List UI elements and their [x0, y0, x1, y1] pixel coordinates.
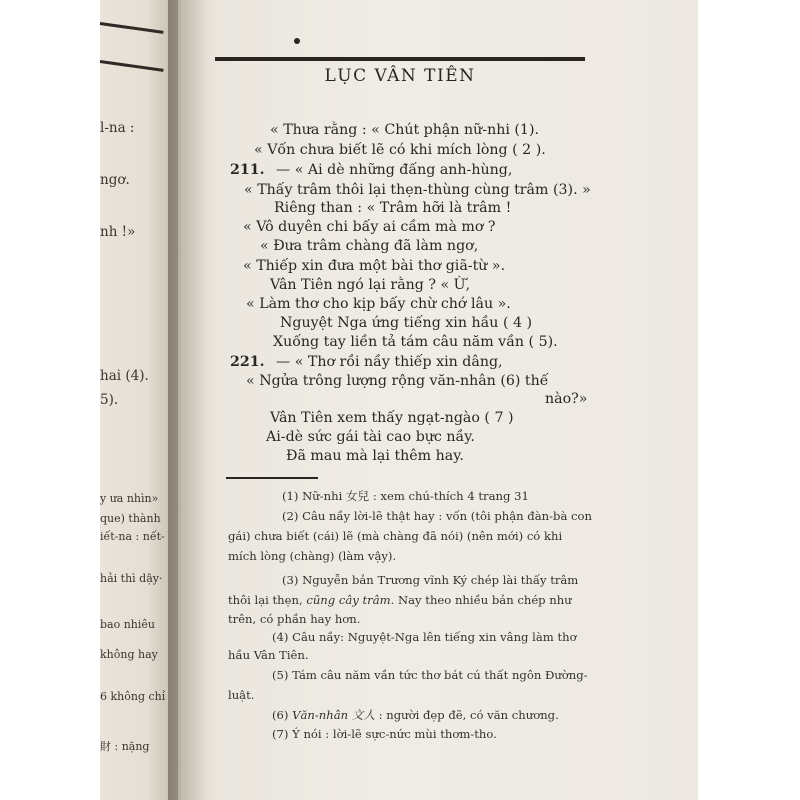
left-page-fragment: không hay: [100, 648, 158, 661]
footnote-continuation: mích lòng (chàng) (làm vậy).: [228, 549, 397, 563]
verse-line: « Thiếp xin đưa một bài thơ giã-từ ».: [243, 258, 506, 274]
footnote: (3) Nguyễn bản Trương vĩnh Ký chép lài thấy trâm: [282, 573, 579, 587]
verse-line: « Vô duyên chi bấy ai cầm mà mơ ?: [243, 219, 496, 235]
footnote-continuation: luật.: [228, 688, 255, 702]
footnote-continuation: gái) chưa biết (cái) lẽ (mà chàng đã nói) (nên mới) có khi: [228, 529, 563, 543]
verse-line: — « Thơ rồi nầy thiếp xin dâng,: [276, 354, 503, 370]
verse-line: Xuống tay liền tả tám câu năm vần ( 5).: [273, 334, 558, 350]
footnote: [272, 707, 559, 723]
verse-line: Vân Tiên ngó lại rằng ? « Ừ,: [270, 277, 471, 293]
left-page-fragment: bao nhiêu: [100, 618, 155, 631]
left-page-fragment: que) thành: [100, 512, 161, 525]
verse-line: « Thưa rằng : « Chút phận nữ-nhi (1).: [270, 122, 540, 138]
left-page-fragment: 6 không chỉ: [100, 690, 166, 703]
verse-line: — « Ai dè những đấng anh-hùng,: [276, 162, 513, 178]
verse-number: 211.: [230, 162, 265, 178]
left-page-fragment: hải thì dậy·: [100, 572, 163, 585]
footnote-text: Nay theo nhiều bản chép như: [394, 593, 572, 607]
left-page-fragment: ngơ.: [100, 172, 130, 188]
verse-line: « Làm thơ cho kịp bấy chừ chớ lâu ».: [246, 296, 511, 312]
left-page-fragment: l-na :: [100, 120, 135, 136]
ink-dot: [294, 38, 300, 44]
left-page-fragment: y ưa nhìn»: [100, 492, 159, 505]
verse-line: nào?»: [545, 391, 588, 407]
left-page-fragment: hai (4).: [100, 368, 149, 384]
footnote: (1) Nữ-nhi 女兒 : xem chú-thích 4 trang 31: [282, 489, 529, 503]
footnote-continuation: [228, 593, 572, 607]
left-page-fragment: 財 : nặng: [100, 740, 150, 753]
page-header-title: LỤC VÂN TIÊN: [324, 66, 476, 86]
footnote-rule: [226, 477, 318, 479]
verse-line: « Thấy trâm thôi lại thẹn-thùng cùng trâm (3). »: [244, 182, 591, 198]
verse-line: « Ngửa trông lượng rộng văn-nhân (6) thế: [246, 373, 549, 389]
left-page-rule: [100, 60, 164, 72]
page-gutter-shadow: [168, 0, 208, 800]
verse-number: 221.: [230, 354, 265, 370]
verse-line: « Đưa trâm chàng đã làm ngơ,: [260, 238, 479, 254]
footnote-text: (6): [272, 708, 293, 722]
footnote: (4) Câu nầy: Nguyệt-Nga lên tiếng xin vâng làm thơ: [272, 630, 577, 644]
footnote-continuation: trên, có phần hay hơn.: [228, 612, 361, 626]
header-rule: [215, 57, 585, 61]
left-facing-page: [100, 0, 178, 800]
footnote-italic-text: cũng cây trâm.: [306, 593, 395, 607]
footnote-text: thôi lại thẹn,: [228, 593, 307, 607]
footnote-italic-text: Văn-nhân 文人: [292, 708, 375, 722]
verse-line: Ai-dè sức gái tài cao bực nầy.: [266, 429, 475, 445]
left-page-fragment: 5).: [100, 392, 119, 408]
footnote: (5) Tám câu năm vần tức thơ bát cú thất ngôn Đường-: [272, 668, 588, 682]
verse-line: Đã mau mà lại thêm hay.: [286, 448, 464, 464]
footnote-continuation: hầu Vân Tiên.: [228, 648, 309, 662]
footnote: (7) Ý nói : lời-lẽ sực-nức mùi thơm-tho.: [272, 727, 497, 741]
left-page-fragment: iết-na : nết-: [100, 530, 165, 543]
verse-line: « Vốn chưa biết lẽ có khi mích lòng ( 2 ).: [254, 142, 546, 158]
verse-line: Riêng than : « Trâm hỡi là trâm !: [274, 200, 512, 216]
verse-line: Vân Tiên xem thấy ngạt-ngào ( 7 ): [270, 410, 514, 426]
left-page-rule: [100, 22, 164, 34]
left-page-fragment: nh !»: [100, 224, 136, 240]
footnote-text: : người đẹp đẽ, có văn chương.: [374, 708, 559, 722]
footnote: (2) Câu nầy lời-lẽ thật hay : vốn (tôi phận đàn-bà con: [282, 509, 592, 523]
verse-line: Nguyệt Nga ứng tiếng xin hầu ( 4 ): [280, 315, 533, 331]
